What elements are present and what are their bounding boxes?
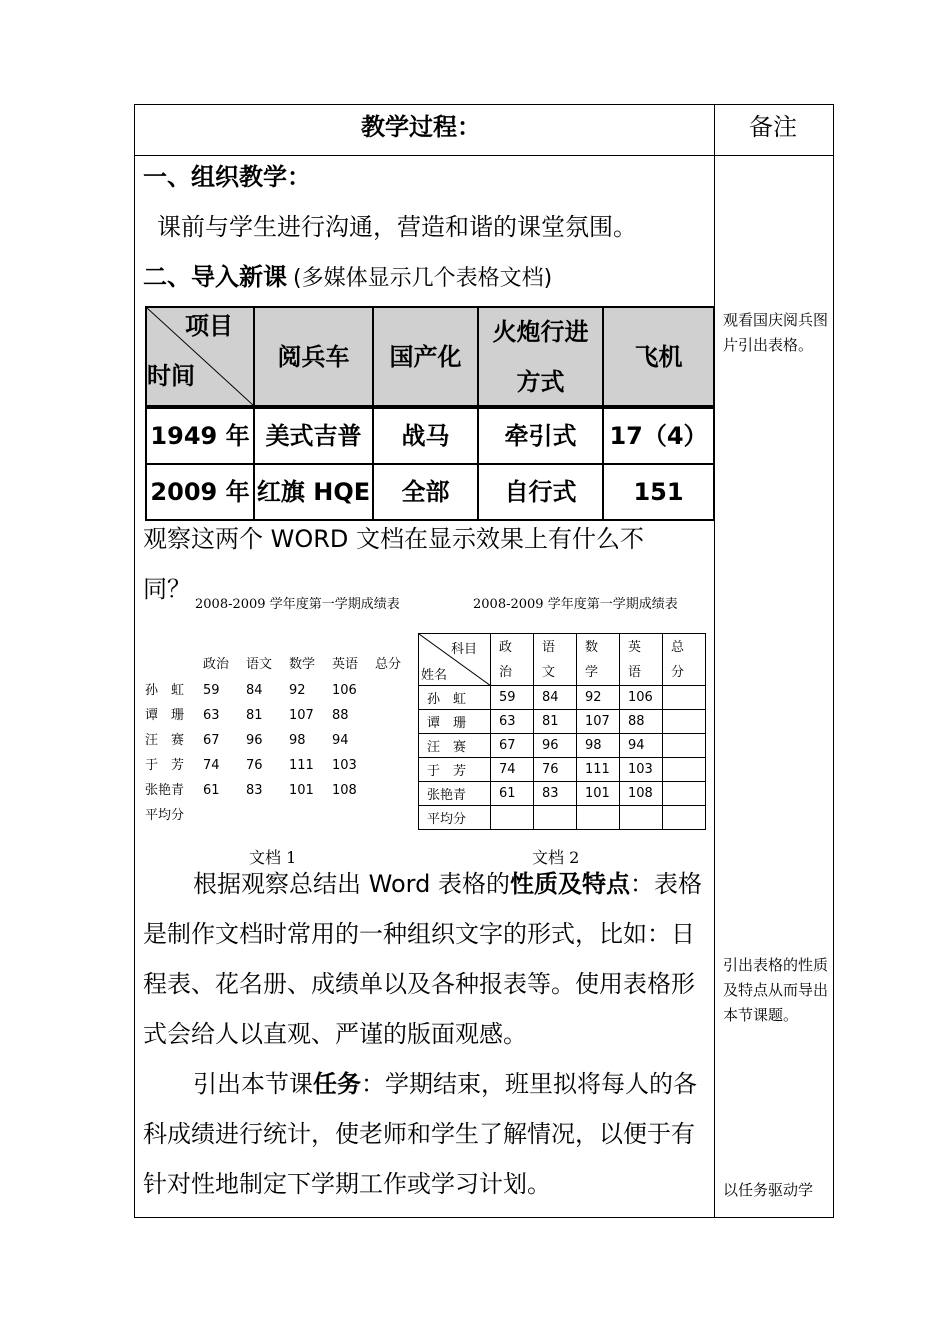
doc1-row [145, 778, 375, 803]
doc1-cell: 96 [246, 733, 263, 748]
parade-cell: 自行式 [477, 463, 604, 521]
doc2-cell: 108 [620, 782, 663, 806]
doc2-cell: 74 [491, 758, 534, 782]
doc2-cell: 103 [620, 758, 663, 782]
doc1-cell: 98 [289, 733, 306, 748]
doc1-cell: 111 [289, 758, 314, 773]
notes-header: 备注 [749, 113, 797, 141]
header-line: 方式 [516, 367, 565, 396]
doc2-cell [663, 758, 706, 782]
doc1-cell: 84 [246, 683, 263, 698]
doc2-corner-bottom: 姓名 [421, 668, 448, 683]
parade-cell: 美式吉普 [253, 407, 374, 465]
task-lead: 引出本节课 [193, 1070, 313, 1098]
doc1-row [145, 703, 375, 728]
doc1-row [145, 678, 375, 703]
doc2-row [419, 710, 706, 734]
doc2-cell [491, 806, 534, 830]
note-3: 以任务驱动学 [723, 1181, 814, 1199]
conclusion-lead: 根据观察总结出 Word 表格的 [193, 870, 510, 898]
question-line1: 观察这两个 WORD 文档在显示效果上有什么不 [143, 525, 645, 553]
parade-table [145, 306, 715, 521]
doc1-cell: 孙 虹 [145, 683, 185, 698]
doc2-cell: 94 [620, 734, 663, 758]
doc1-cell: 于 芳 [145, 758, 185, 773]
doc1-cell: 83 [246, 783, 263, 798]
doc1-cell: 67 [203, 733, 220, 748]
corner-top-label: 项目 [185, 312, 233, 340]
doc2-header-cell [577, 634, 620, 686]
doc1-header: 英语 [332, 657, 359, 672]
doc2-cell: 76 [534, 758, 577, 782]
parade-cell: 牵引式 [477, 407, 604, 465]
doc1-cell: 81 [246, 708, 263, 723]
doc1-row [145, 753, 375, 778]
header-char: 治 [499, 664, 513, 680]
header-divider [135, 155, 833, 156]
parade-header-cell: 飞机 [602, 306, 715, 407]
parade-header-cell [477, 306, 604, 407]
header-char: 学 [585, 664, 599, 680]
header-char: 分 [671, 664, 685, 680]
doc1-cell: 103 [332, 758, 357, 773]
doc2-header-cell [534, 634, 577, 686]
header-char: 语 [628, 664, 642, 680]
parade-corner-cell [145, 306, 255, 407]
doc1-header-row [203, 653, 418, 672]
doc2-row [419, 758, 706, 782]
doc1-cell: 88 [332, 708, 349, 723]
doc1-cell: 张艳青 [145, 783, 185, 798]
doc1-row [145, 728, 375, 753]
doc1-cell: 59 [203, 683, 220, 698]
doc1-cell: 106 [332, 683, 357, 698]
doc2-header-cell [491, 634, 534, 686]
doc2-cell: 111 [577, 758, 620, 782]
doc2-cell: 83 [534, 782, 577, 806]
doc2-row [419, 734, 706, 758]
doc2-cell [663, 734, 706, 758]
doc1-cell: 63 [203, 708, 220, 723]
note-1: 观看国庆阅兵图片引出表格。 [723, 311, 829, 354]
task-paragraph [143, 1059, 708, 1209]
parade-cell: 151 [602, 463, 715, 521]
doc2-cell: 61 [491, 782, 534, 806]
doc2-row [419, 686, 706, 710]
header-char: 总 [671, 639, 685, 655]
doc2-cell: 88 [620, 710, 663, 734]
doc2-cell: 孙 虹 [419, 686, 491, 710]
doc2-cell: 平均分 [419, 806, 491, 830]
doc2-cell [663, 686, 706, 710]
doc1-cell: 74 [203, 758, 220, 773]
doc1-cell: 汪 赛 [145, 733, 185, 748]
doc2-row [419, 782, 706, 806]
parade-cell: 1949 年 [145, 407, 255, 465]
doc2-cell: 汪 赛 [419, 734, 491, 758]
doc2-corner-top: 科目 [451, 642, 478, 657]
doc1-rows [145, 678, 375, 828]
doc1-cell: 76 [246, 758, 263, 773]
doc2-caption: 文档 2 [532, 848, 580, 867]
doc2-cell: 67 [491, 734, 534, 758]
header-line: 火炮行进 [492, 317, 589, 346]
doc2-cell [663, 710, 706, 734]
corner-bottom-label: 时间 [147, 362, 195, 390]
conclusion-rest: ：表格是制作文档时常用的一种组织文字的形式，比如：日程表、花名册、成绩单以及各种报表等。使用表格形式会给人以直观、严谨的版面观感。 [143, 870, 702, 1048]
section1-text: 课前与学生进行沟通，营造和谐的课堂氛围。 [157, 213, 637, 241]
parade-cell: 17（4） [602, 407, 715, 465]
parade-cell: 红旗 HQE [253, 463, 374, 521]
doc1-cell: 108 [332, 783, 357, 798]
doc1-cell: 92 [289, 683, 306, 698]
doc1-header: 语文 [246, 657, 273, 672]
doc2-cell: 谭 珊 [419, 710, 491, 734]
section2-title: 二、导入新课 [143, 263, 287, 291]
doc2-cell: 张艳青 [419, 782, 491, 806]
doc1-header: 数学 [289, 657, 316, 672]
doc2-title: 2008-2009 学年度第一学期成绩表 [473, 597, 678, 612]
column-divider [714, 105, 715, 1217]
doc2-cell: 98 [577, 734, 620, 758]
doc1-cell: 107 [289, 708, 314, 723]
section2-subtitle: (多媒体显示几个表格文档) [293, 266, 553, 291]
doc2-row [419, 806, 706, 830]
parade-cell: 2009 年 [145, 463, 255, 521]
section2-heading [143, 257, 552, 292]
doc2-cell [534, 806, 577, 830]
doc2-cell: 63 [491, 710, 534, 734]
doc1-cell: 谭 珊 [145, 708, 185, 723]
doc1-cell: 94 [332, 733, 349, 748]
doc2-cell: 59 [491, 686, 534, 710]
header-char: 语 [542, 639, 556, 655]
doc2-cell [577, 806, 620, 830]
header-char: 文 [542, 664, 556, 680]
conclusion-paragraph [143, 859, 708, 1059]
parade-cell: 战马 [372, 407, 479, 465]
parade-cell: 全部 [372, 463, 479, 521]
doc2-cell: 107 [577, 710, 620, 734]
lesson-plan-table [134, 104, 834, 1218]
doc2-cell: 101 [577, 782, 620, 806]
parade-header-cell: 阅兵车 [253, 306, 374, 407]
doc2-cell: 84 [534, 686, 577, 710]
conclusion-bold: 性质及特点 [509, 870, 630, 898]
question-line2: 同？ [143, 575, 191, 603]
doc1-cell: 101 [289, 783, 314, 798]
task-rest: ：学期结束，班里拟将每人的各科成绩进行统计，使老师和学生了解情况，以便于有针对性地制定下学期工作或学习计划。 [143, 1070, 697, 1198]
header-char: 数 [585, 639, 599, 655]
doc2-table [418, 633, 706, 830]
doc1-row [145, 803, 375, 828]
header-char: 英 [628, 639, 642, 655]
doc2-cell: 96 [534, 734, 577, 758]
process-header: 教学过程： [361, 113, 481, 141]
doc2-cell: 106 [620, 686, 663, 710]
doc2-corner-cell [419, 634, 491, 686]
note-2: 引出表格的性质及特点从而导出本节课题。 [723, 956, 829, 1024]
doc2-cell [663, 806, 706, 830]
doc2-header-cell [663, 634, 706, 686]
doc1-header: 总分 [375, 657, 402, 672]
doc1-cell: 平均分 [145, 808, 185, 823]
doc2-cell [620, 806, 663, 830]
doc1-title: 2008-2009 学年度第一学期成绩表 [195, 597, 400, 612]
doc1-cell: 61 [203, 783, 220, 798]
doc2-cell [663, 782, 706, 806]
header-char: 政 [499, 639, 513, 655]
doc2-header-cell [620, 634, 663, 686]
doc1-header: 政治 [203, 657, 230, 672]
doc2-cell: 于 芳 [419, 758, 491, 782]
doc2-cell: 81 [534, 710, 577, 734]
task-bold: 任务 [313, 1070, 361, 1098]
section1-title: 一、组织教学： [143, 163, 311, 191]
parade-header-cell: 国产化 [372, 306, 479, 407]
doc1-caption: 文档 1 [249, 848, 297, 867]
doc2-cell: 92 [577, 686, 620, 710]
